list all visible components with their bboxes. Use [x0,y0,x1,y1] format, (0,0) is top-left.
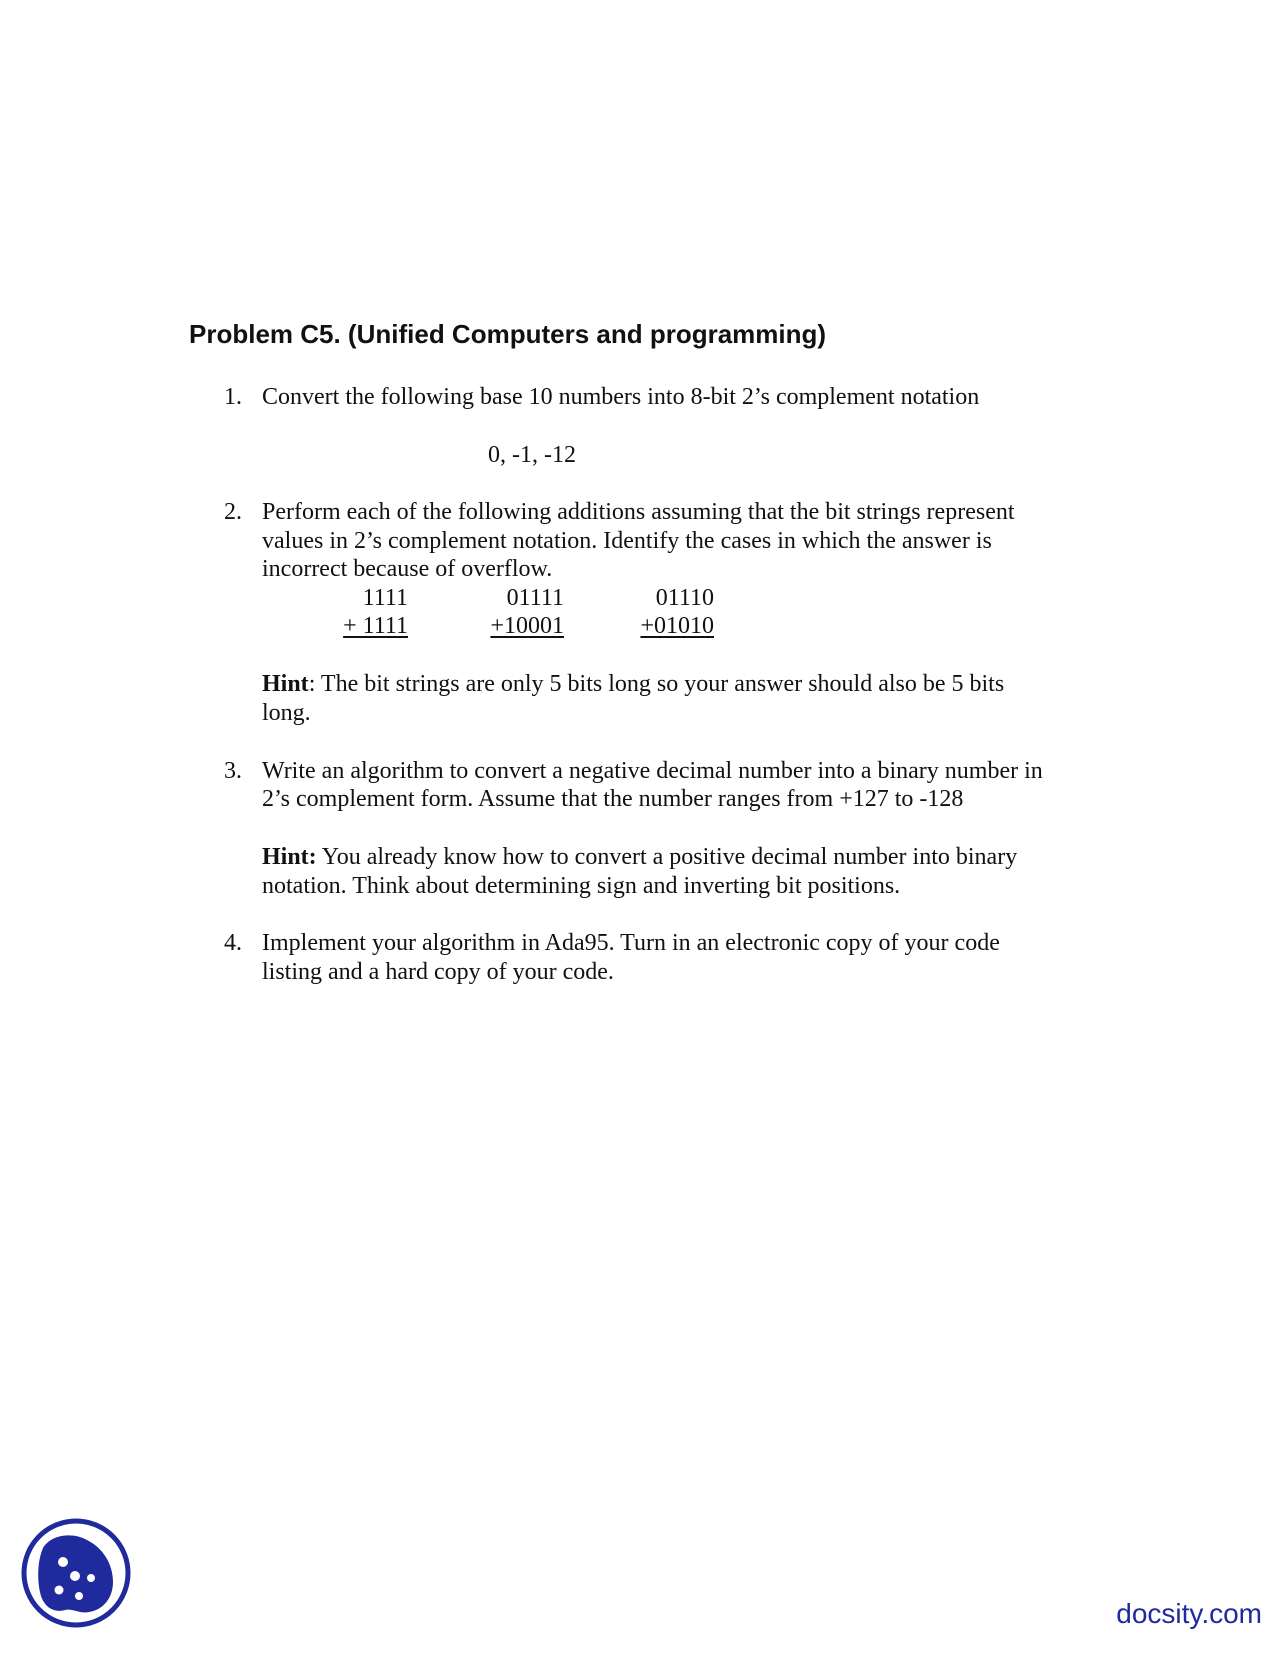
docsity-logo-icon[interactable] [21,1518,131,1628]
hint-text: : The bit strings are only 5 bits long so your answer should also be 5 bits [308,671,1005,697]
problem-1-text: Convert the following base 10 numbers into 8-bit 2’s complement notation [262,384,980,410]
hint-label: Hint: [262,844,317,870]
hint-text: You already know how to convert a positive decimal number into binary [316,844,1018,870]
addend-top: 01110 [655,585,714,611]
addend-bottom: +01010 [640,613,714,639]
problem-2-hint-line-2: long. [262,700,311,726]
problem-3-text-line-1: Write an algorithm to convert a negative decimal number into a binary number in [262,758,1043,784]
problem-1-number: 1. [224,384,242,410]
addend-top: 01111 [506,585,564,611]
problem-4-text-line-1: Implement your algorithm in Ada95. Turn in an electronic copy of your code [262,930,1000,956]
problem-4-text-line-2: listing and a hard copy of your code. [262,959,614,985]
addend-top: 1111 [362,585,408,611]
addition-problem [480,584,564,640]
addend-bottom: +10001 [490,613,564,639]
problem-2-text-line-1: Perform each of the following additions assuming that the bit strings represent [262,499,1015,525]
problem-4-number: 4. [224,930,242,956]
addition-problem [330,584,408,640]
addend-bottom: + 1111 [343,613,408,639]
hint-label: Hint [262,671,309,697]
problem-3-hint-line-2: notation. Think about determining sign and inverting bit positions. [262,873,901,899]
problem-2-number: 2. [224,499,242,525]
problem-3-text-line-2: 2’s complement form. Assume that the number ranges from +127 to -128 [262,786,964,812]
problem-1-values: 0, -1, -12 [488,442,576,468]
problem-2-text-line-3: incorrect because of overflow. [262,556,553,582]
problem-2-hint-line-1 [262,670,1004,698]
problem-title: Problem C5. (Unified Computers and programming) [189,319,827,349]
docsity-brand-link[interactable]: docsity.com [1116,1598,1262,1629]
problem-3-hint-line-1 [262,843,1017,871]
problem-3-number: 3. [224,758,242,784]
problem-2-text-line-2: values in 2’s complement notation. Identify the cases in which the answer is [262,528,992,554]
addition-problem [630,584,714,640]
